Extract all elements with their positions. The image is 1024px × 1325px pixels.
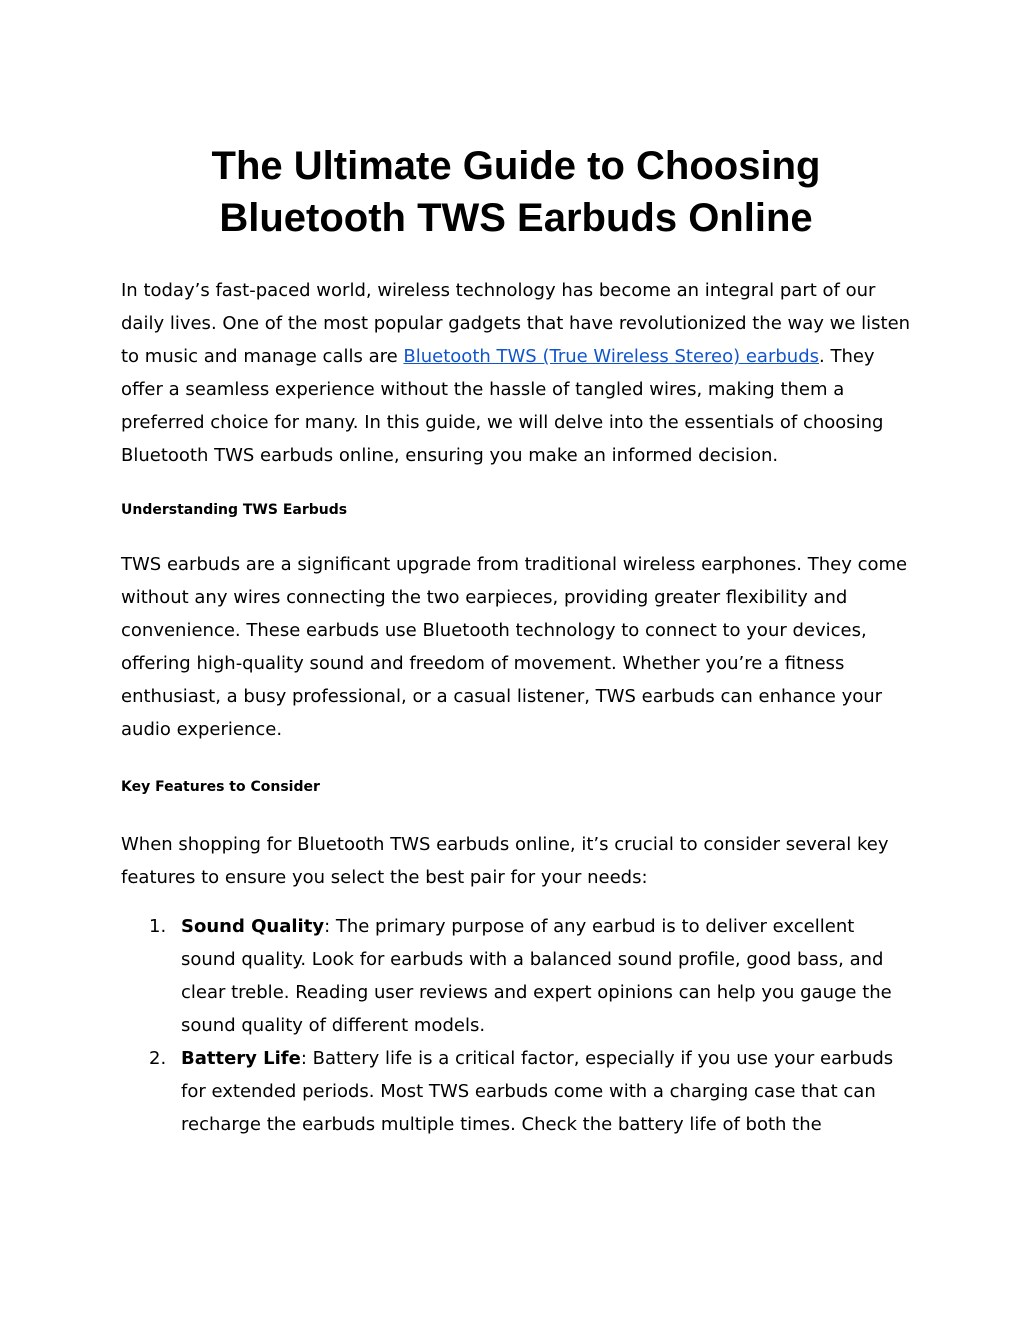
feature-list [121,910,911,1141]
section-heading-understanding: Understanding TWS Earbuds [121,502,348,518]
list-item-number: 1. [149,916,167,937]
list-item-text: : The primary purpose of any earbud is to deliver excellent sound quality. Look for earbuds with a balanced sound profile, good bass, and clear treble. Reading user reviews and expert opinions can help you gauge the sound quality of different models. [181,916,892,1036]
list-item-body [181,1042,911,1141]
list-item [121,910,911,1042]
list-item-number: 2. [149,1048,167,1069]
list-item-name: Battery Life [181,1048,301,1069]
list-item [121,1042,911,1141]
list-item-text: : Battery life is a critical factor, especially if you use your earbuds for extended periods. Most TWS earbuds come with a charging case that can recharge the earbuds multiple times. Check the battery life of both the [181,1048,894,1135]
list-item-name: Sound Quality [181,916,325,937]
intro-text-end: . They offer a seamless experience without the hassle of tangled wires, making them a preferred choice for many. In this guide, we will delve into the essentials of choosing Bluetooth TWS earbuds online, ensuring you make an informed decision. [121,346,884,466]
section-heading-key-features: Key Features to Consider [121,779,320,795]
page-title: The Ultimate Guide to Choosing Bluetooth TWS Earbuds Online [211,144,821,240]
earbuds-link[interactable]: Bluetooth TWS (True Wireless Stereo) earbuds [403,346,819,367]
list-item-body [181,910,911,1042]
document-page [121,140,911,1141]
key-features-paragraph: When shopping for Bluetooth TWS earbuds online, it’s crucial to consider several key features to ensure you select the best pair for your needs: [121,834,889,888]
intro-paragraph [121,274,911,472]
intro-text-start: In today’s fast-paced world, wireless technology has become an integral part of our daily lives. One of the most popular gadgets that have revolutionized the way we listen to music and manage calls are [121,280,911,367]
understanding-paragraph: TWS earbuds are a significant upgrade from traditional wireless earphones. They come without any wires connecting the two earpieces, providing greater flexibility and convenience. These earbuds use Bluetooth technology to connect to your devices, offering high-quality sound and freedom of movement. Whether you’re a fitness enthusiast, a busy professional, or a casual listener, TWS earbuds can enhance your audio experience. [121,554,908,740]
